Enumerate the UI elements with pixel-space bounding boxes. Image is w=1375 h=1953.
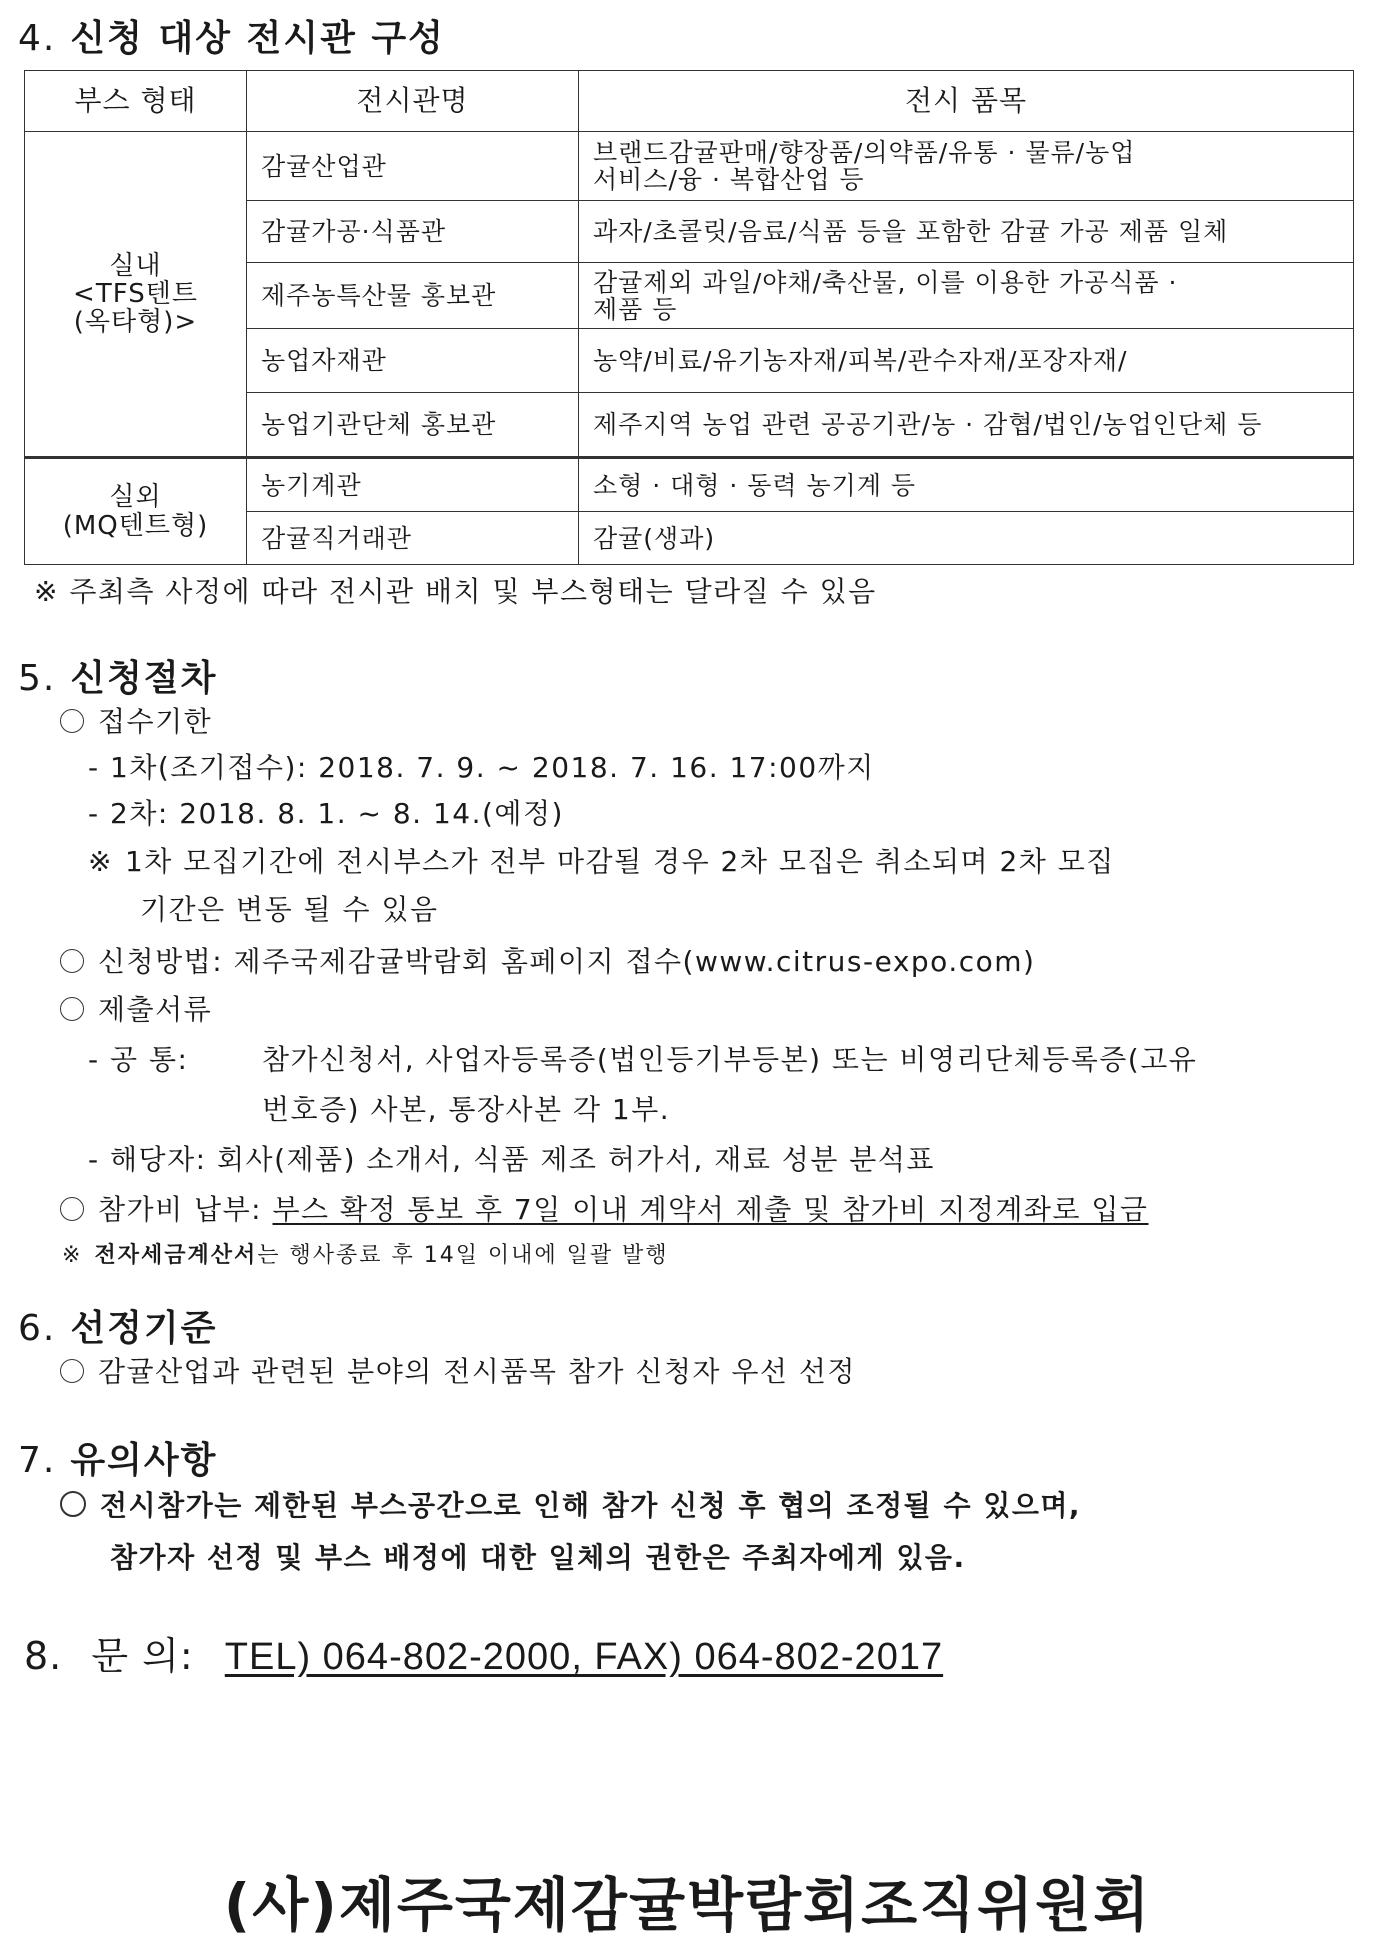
common-documents: 참가신청서, 사업자등록증(법인등기부등본) 또는 비영리단체등록증(고유 [262,1043,1198,1076]
invoice-note: ※ 전자세금계산서는 행사종료 후 14일 이내에 일괄 발행 [62,1243,669,1268]
round-1-schedule: - 1차(조기접수): 2018. 7. 9. ~ 2018. 7. 16. 17:00까지 [88,751,875,784]
circle-bullet-icon [60,1197,84,1221]
exhibit-items: 제주지역 농업 관련 공공기관/농 · 감협/법인/농업인단체 등 [579,393,1354,458]
common-documents-label: - 공 통: [88,1043,189,1076]
hall-name: 제주농특산물 홍보관 [247,263,579,329]
circle-bullet-icon [60,1359,84,1383]
contact-phone-fax: TEL) 064-802-2000, FAX) 064-802-2017 [224,1636,944,1678]
selection-criteria: 감귤산업과 관련된 분야의 전시품목 참가 신청자 우선 선정 [60,1350,856,1390]
round-note: ※ 1차 모집기간에 전시부스가 전부 마감될 경우 2차 모집은 취소되며 2차 모집 [88,845,1115,878]
exhibit-items: 과자/초콜릿/음료/식품 등을 포함한 감귤 가공 제품 일체 [579,201,1354,263]
hall-name: 감귤가공·식품관 [247,201,579,263]
table-row [25,458,1354,512]
exhibit-hall-table [24,70,1354,565]
section-5-heading: 5. 신청절차 [18,658,218,699]
circle-bullet-icon [60,709,84,733]
section-7-heading: 7. 유의사항 [18,1440,218,1481]
contact-info: 8. 문 의: TEL) 064-802-2000, FAX) 064-802-2017 [24,1634,944,1678]
round-2-schedule: - 2차: 2018. 8. 1. ~ 8. 14.(예정) [88,797,564,830]
applicable-documents: - 해당자: 회사(제품) 소개서, 식품 제조 허가서, 재료 성분 분석표 [88,1143,935,1176]
table-row [25,132,1354,201]
exhibit-items: 감귤제외 과일/야채/축산물, 이를 이용한 가공식품 · 제품 등 [579,263,1354,329]
hall-name: 농기계관 [247,458,579,512]
section-4-note: ※ 주최측 사정에 따라 전시관 배치 및 부스형태는 달라질 수 있음 [34,575,877,608]
header-hall-name: 전시관명 [247,71,579,132]
circle-bullet-icon [60,949,84,973]
hall-name: 감귤직거래관 [247,512,579,565]
application-method: 신청방법: 제주국제감귤박람회 홈페이지 접수(www.citrus-expo.com) [60,940,1035,980]
hall-name: 농업자재관 [247,329,579,393]
exhibit-items: 농약/비료/유기농자재/피복/관수자재/포장자재/ [579,329,1354,393]
booth-type-outdoor: 실외 (MQ텐트형) [25,458,247,565]
exhibit-items: 브랜드감귤판매/향장품/의약품/유통 · 물류/농업 서비스/융 · 복합산업 등 [579,132,1354,201]
hall-name: 감귤산업관 [247,132,579,201]
organization-name: (사)제주국제감귤박람회조직위원회 [223,1871,1152,1939]
caution-notice-continued: 참가자 선정 및 부스 배정에 대한 일체의 권한은 주최자에게 있음. [110,1541,966,1574]
section-4-heading: 4. 신청 대상 전시관 구성 [18,18,445,59]
caution-notice: 전시참가는 제한된 부스공간으로 인해 참가 신청 후 협의 조정될 수 있으며, [60,1484,1081,1524]
common-documents-continued: 번호증) 사본, 통장사본 각 1부. [262,1093,671,1126]
fee-payment-detail: 부스 확정 통보 후 7일 이내 계약서 제출 및 참가비 지정계좌로 입금 [272,1193,1149,1226]
exhibit-items: 감귤(생과) [579,512,1354,565]
table-header-row [25,71,1354,132]
booth-type-indoor: 실내 <TFS텐트 (옥타형)> [25,132,247,458]
exhibit-items: 소형 · 대형 · 동력 농기계 등 [579,458,1354,512]
hall-name: 농업기관단체 홍보관 [247,393,579,458]
deadline-item: 접수기한 [60,700,212,740]
circle-bullet-icon [60,997,84,1021]
round-note-continued: 기간은 변동 될 수 있음 [140,893,439,926]
header-exhibit-items: 전시 품목 [579,71,1354,132]
section-6-heading: 6. 선정기준 [18,1308,218,1349]
documents-item: 제출서류 [60,988,212,1028]
fee-payment: 참가비 납부: 부스 확정 통보 후 7일 이내 계약서 제출 및 참가비 지정계좌로 입금 [60,1188,1148,1228]
header-booth-type: 부스 형태 [25,71,247,132]
circle-bullet-icon [60,1491,86,1517]
